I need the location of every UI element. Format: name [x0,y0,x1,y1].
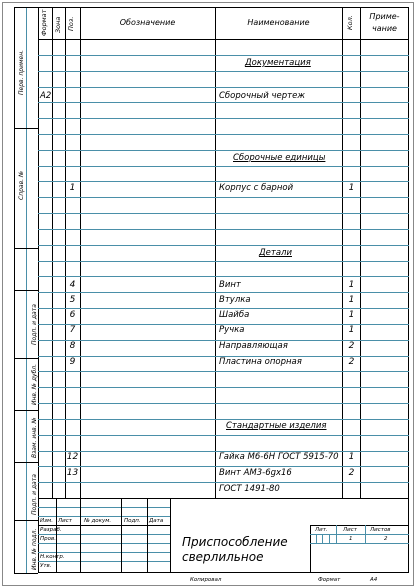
table-row-rule [38,118,409,119]
table-row-rule [38,245,409,246]
section-documentation: Документация [245,58,311,68]
table-row-rule [38,387,409,388]
tb-prov: Пров. [40,536,56,542]
part-pos: 4 [69,280,76,290]
part-name: Пластина опорная [219,357,302,367]
part-name: Ручка [219,325,245,335]
part-name: Втулка [219,295,251,305]
header-name: Наименование [247,18,310,27]
standard-name: Винт АМ3-6gx16 [219,468,292,478]
table-row-rule [38,166,409,167]
side-label-perv-primen: Перв. примен. [18,49,25,95]
side-label-inv-podl: Инв. № подл. [31,528,38,570]
side-label-podp-data-2: Подп. и дата [31,474,38,515]
header-qty: Кол. [346,15,354,30]
tb-sheets-label: Листов [370,527,391,533]
table-row-rule [38,371,409,372]
standard-name: Гайка М6-6Н ГОСТ 5915-70 [219,452,339,462]
header-designation: Обозначение [119,18,176,27]
standard-name: ГОСТ 1491-80 [219,484,280,494]
table-row-rule [38,87,409,88]
standard-qty: 1 [348,452,355,462]
part-pos: 5 [69,295,76,305]
tb-sheet-value: 1 [349,536,353,542]
header-format: Формат [40,9,48,36]
part-qty: 1 [348,310,355,320]
table-row-rule [38,55,409,56]
tb-izm: Изм. [40,518,53,524]
standard-pos: 12 [66,452,79,462]
section-parts: Детали [259,248,292,258]
side-label-sprav-no: Справ. № [18,170,25,200]
document-title-line-2: сверлильное [182,550,264,564]
table-row-rule [38,276,409,277]
tb-list: Лист [58,518,72,524]
table-row-rule [38,229,409,230]
part-qty: 2 [348,357,355,367]
tb-sheets-value: 2 [384,536,388,542]
part-pos: 6 [69,310,76,320]
document-title-line-1: Приспособление [182,535,288,549]
tb-n-dokum: № докум. [84,518,112,524]
standard-pos: 13 [66,468,79,478]
table-row-rule [38,403,409,404]
tb-utv: Утв. [40,563,52,569]
part-name: Винт [219,280,241,290]
table-row-rule [38,213,409,214]
section-assemblies: Сборочные единицы [233,153,326,163]
part-pos: 9 [69,357,76,367]
tb-lit-label: Лит. [315,527,328,533]
part-qty: 1 [348,280,355,290]
side-label-podp-data-1: Подп. и дата [31,304,38,345]
part-pos: 8 [69,341,76,351]
assembly-name: Корпус с барной [219,183,294,193]
side-label-inv-dubl: Инв. № дубл. [31,363,38,405]
footer-copied: Копировал [190,577,222,583]
header-note-2: чание [372,24,397,33]
table-row-rule [38,102,409,103]
part-qty: 1 [348,295,355,305]
table-row-rule [38,197,409,198]
table-row-rule [38,419,409,420]
assembly-qty: 1 [348,183,355,193]
part-qty: 1 [348,325,355,335]
section-standard: Стандартные изделия [226,421,327,431]
doc-format: А2 [40,91,52,101]
table-row-rule [38,435,409,436]
footer-format-label: Формат [318,577,341,583]
doc-name: Сборочный чертеж [219,91,305,101]
header-pos: Поз. [67,16,75,31]
side-label-vzam-inv: Взам. инв. № [31,417,38,458]
table-row-rule [38,261,409,262]
standard-qty: 2 [348,468,355,478]
table-row-rule [38,150,409,151]
tb-n-kontr: Н.контр. [40,554,65,560]
tb-podp: Подп. [124,518,141,524]
header-note-1: Приме- [369,12,400,21]
table-row-rule [38,71,409,72]
footer-format-value: А4 [370,577,378,583]
tb-sheet-label: Лист [343,527,357,533]
tb-data: Дата [149,518,164,524]
part-name: Шайба [219,310,250,320]
part-qty: 2 [348,341,355,351]
part-pos: 7 [69,325,76,335]
header-zone: Зона [54,16,62,33]
table-row-rule [38,134,409,135]
assembly-pos: 1 [69,183,76,193]
part-name: Направляющая [219,341,288,351]
tb-razrab: Разраб. [40,527,62,533]
